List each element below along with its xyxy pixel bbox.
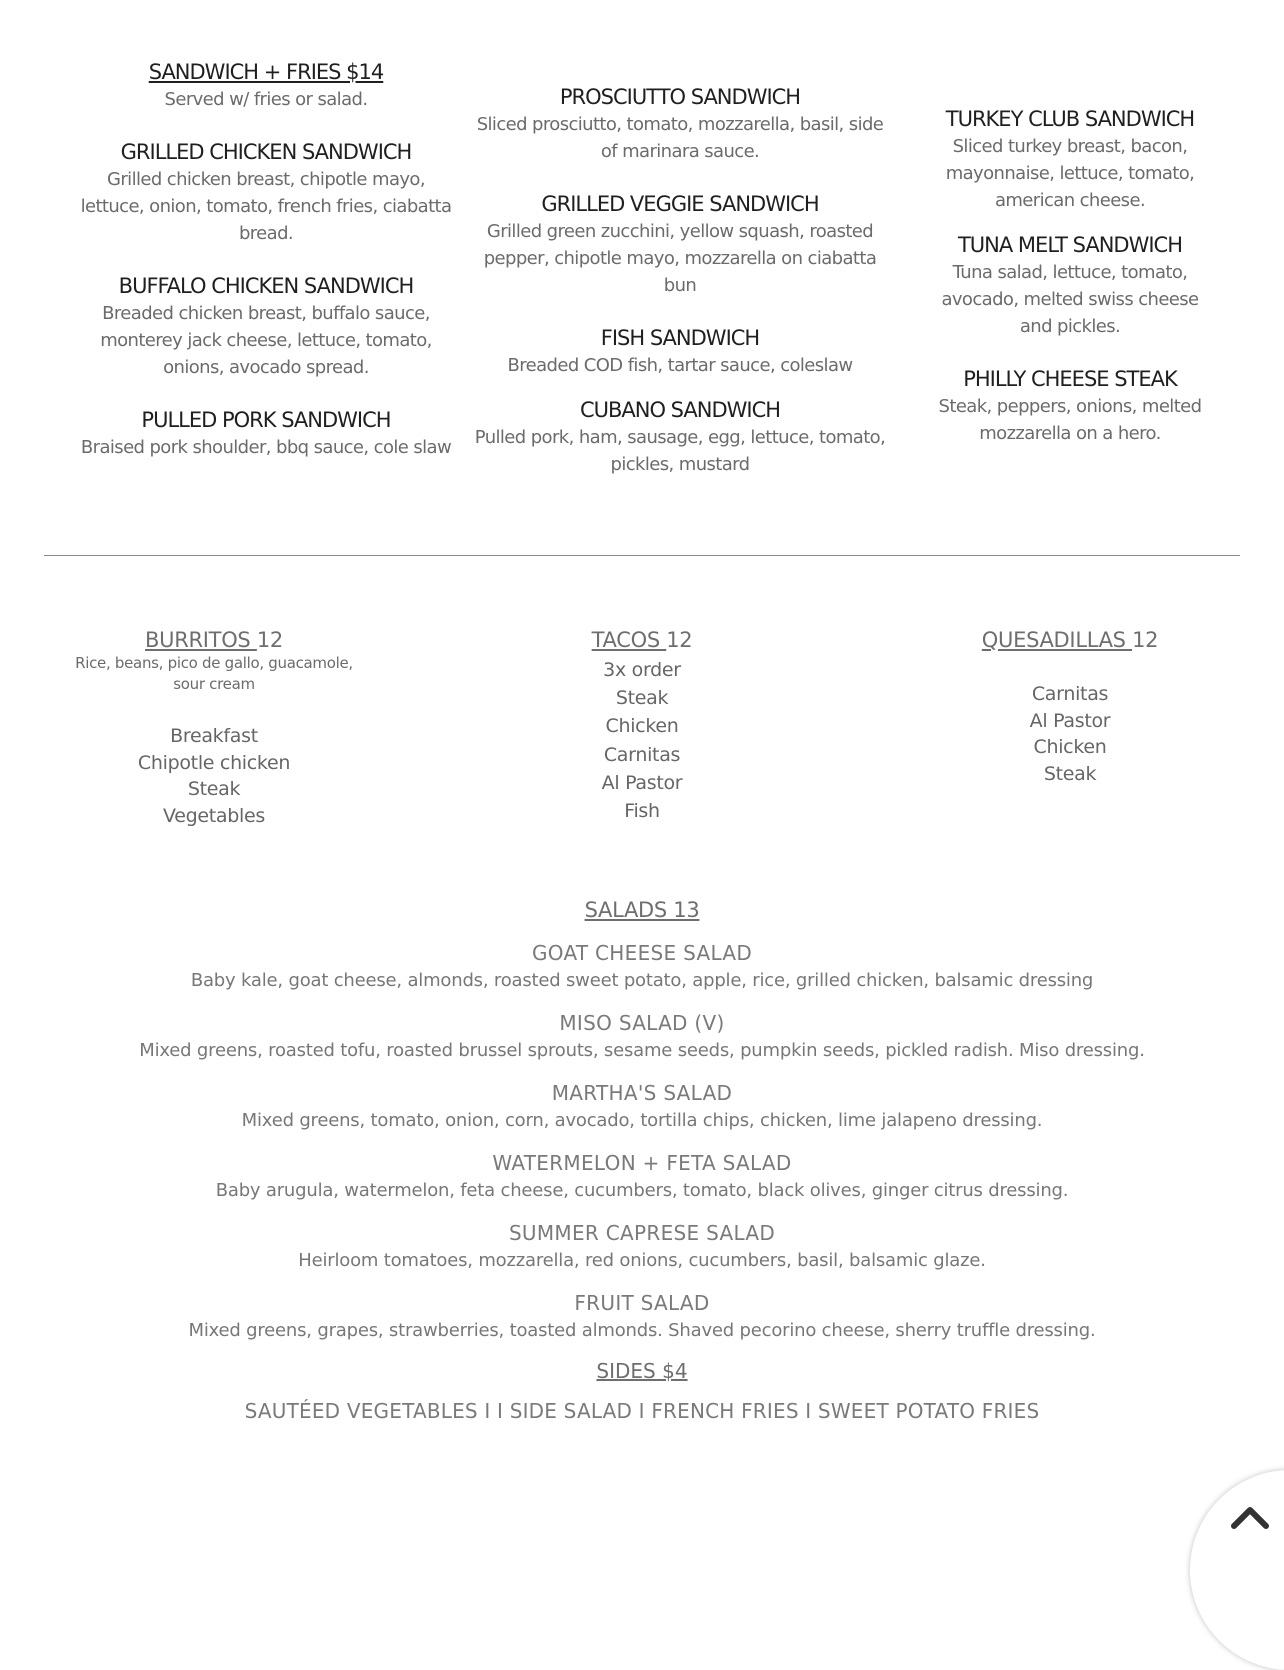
item-description: Sliced turkey breast, bacon, mayonnaise, lettuce, tomato, american cheese. — [945, 136, 1195, 211]
list-item: Steak — [615, 687, 669, 710]
item-title: PHILLY CHEESE STEAK — [963, 367, 1177, 391]
quesadillas-list — [940, 681, 1200, 787]
item-title: PULLED PORK SANDWICH — [141, 408, 391, 432]
menu-item — [930, 366, 1210, 447]
tacos-section — [542, 627, 742, 825]
item-title: PROSCIUTTO SANDWICH — [559, 85, 801, 109]
menu-item — [76, 59, 456, 113]
salad-name: GOAT CHEESE SALAD — [531, 941, 753, 965]
list-item: Al Pastor — [601, 771, 683, 794]
sandwich-column-3 — [930, 106, 1210, 447]
quesadillas-name: QUESADILLAS — [981, 628, 1133, 652]
item-title: BUFFALO CHICKEN SANDWICH — [118, 274, 414, 298]
salads-section — [0, 897, 1284, 1423]
item-title: GRILLED VEGGIE SANDWICH — [541, 192, 819, 216]
item-description: Sliced prosciutto, tomato, mozzarella, basil, side of marinara sauce. — [476, 114, 884, 162]
sandwich-column-2 — [470, 84, 890, 478]
salad-item — [0, 1079, 1284, 1135]
item-description: Breaded chicken breast, buffalo sauce, monterey jack cheese, lettuce, tomato, onions, avocado spread. — [100, 303, 432, 378]
salad-description: Mixed greens, roasted tofu, roasted brussel sprouts, sesame seeds, pumpkin seeds, pickled radish. Miso dressing. — [139, 1040, 1145, 1061]
salad-description: Heirloom tomatoes, mozzarella, red onions, cucumbers, basil, balsamic glaze. — [298, 1250, 986, 1271]
salad-description: Baby kale, goat cheese, almonds, roasted sweet potato, apple, rice, grilled chicken, balsamic dressing — [190, 970, 1094, 991]
tacos-list — [542, 656, 742, 825]
salad-item — [0, 1219, 1284, 1275]
list-item: Carnitas — [603, 743, 681, 766]
item-description: Braised pork shoulder, bbq sauce, cole slaw — [80, 437, 452, 458]
tacos-price: 12 — [666, 628, 693, 652]
sandwich-fries-title: SANDWICH + FRIES $14 — [148, 60, 384, 84]
menu-item — [470, 397, 890, 478]
salad-item — [0, 939, 1284, 995]
quesadillas-title — [940, 627, 1200, 653]
list-item: Chicken — [605, 715, 679, 738]
menu-item — [470, 191, 890, 299]
menu-item — [930, 232, 1210, 340]
tacos-name: TACOS — [591, 628, 667, 652]
list-item: Chipotle chicken — [137, 751, 291, 774]
salad-description: Baby arugula, watermelon, feta cheese, cucumbers, tomato, black olives, ginger citrus dressing. — [215, 1180, 1069, 1201]
chevron-up-icon — [1230, 1500, 1270, 1532]
list-item: Breakfast — [170, 725, 258, 747]
menu-item — [76, 407, 456, 461]
tacos-title — [542, 627, 742, 653]
item-title: FISH SANDWICH — [600, 326, 760, 350]
burritos-section — [54, 627, 374, 829]
salad-name: MISO SALAD (V) — [559, 1011, 725, 1035]
salad-description: Mixed greens, grapes, strawberries, toasted almonds. Shaved pecorino cheese, sherry truffle dressing. — [188, 1320, 1096, 1341]
salads-title: SALADS 13 — [584, 898, 700, 922]
burritos-name: BURRITOS — [145, 628, 257, 652]
item-title: CUBANO SANDWICH — [579, 398, 781, 422]
list-item: Vegetables — [163, 804, 265, 827]
quesadillas-section — [940, 627, 1200, 787]
salad-name: SUMMER CAPRESE SALAD — [508, 1221, 776, 1245]
sides-title: SIDES $4 — [596, 1359, 688, 1383]
salad-name: FRUIT SALAD — [574, 1291, 710, 1315]
list-item: 3x order — [603, 659, 681, 681]
menu-item — [470, 325, 890, 379]
sides-list: SAUTÉED VEGETABLES I I SIDE SALAD I FRENCH FRIES I SWEET POTATO FRIES — [244, 1399, 1040, 1423]
item-description: Tuna salad, lettuce, tomato, avocado, melted swiss cheese and pickles. — [941, 262, 1199, 337]
item-title: TUNA MELT SANDWICH — [957, 233, 1183, 257]
menu-item — [76, 139, 456, 247]
item-description: Steak, peppers, onions, melted mozzarella on a hero. — [938, 396, 1202, 444]
list-item: Steak — [187, 778, 241, 800]
list-item: Steak — [1043, 762, 1097, 785]
burritos-description: Rice, beans, pico de gallo, guacamole, sour cream — [75, 654, 353, 693]
salad-item — [0, 1149, 1284, 1205]
salad-description: Mixed greens, tomato, onion, corn, avocado, tortilla chips, chicken, lime jalapeno dressing. — [241, 1110, 1043, 1131]
item-description: Pulled pork, ham, sausage, egg, lettuce, tomato, pickles, mustard — [474, 427, 886, 475]
list-item: Carnitas — [1031, 683, 1109, 705]
sandwich-column-1 — [76, 59, 456, 461]
burritos-title — [54, 627, 374, 653]
salad-item — [0, 1289, 1284, 1345]
section-divider — [44, 555, 1240, 556]
scroll-to-top-button[interactable] — [1190, 1470, 1284, 1670]
burritos-list — [54, 723, 374, 829]
salad-name: MARTHA'S SALAD — [551, 1081, 733, 1105]
menu-item — [470, 84, 890, 165]
item-description: Grilled chicken breast, chipotle mayo, lettuce, onion, tomato, french fries, ciabatta bread. — [80, 169, 452, 244]
item-description: Grilled green zucchini, yellow squash, roasted pepper, chipotle mayo, mozzarella on ciabatta bun — [483, 221, 877, 296]
menu-item — [930, 106, 1210, 214]
item-title: GRILLED CHICKEN SANDWICH — [120, 140, 412, 164]
list-item: Al Pastor — [1029, 709, 1111, 732]
salad-item — [0, 1009, 1284, 1065]
menu-item — [76, 273, 456, 381]
burritos-price: 12 — [256, 628, 283, 652]
quesadillas-price: 12 — [1132, 628, 1159, 652]
item-description: Breaded COD fish, tartar sauce, coleslaw — [507, 355, 853, 376]
list-item: Chicken — [1033, 736, 1107, 758]
list-item: Fish — [624, 800, 660, 823]
item-title: TURKEY CLUB SANDWICH — [945, 107, 1195, 131]
salad-name: WATERMELON + FETA SALAD — [492, 1151, 792, 1175]
item-description: Served w/ fries or salad. — [164, 89, 368, 110]
